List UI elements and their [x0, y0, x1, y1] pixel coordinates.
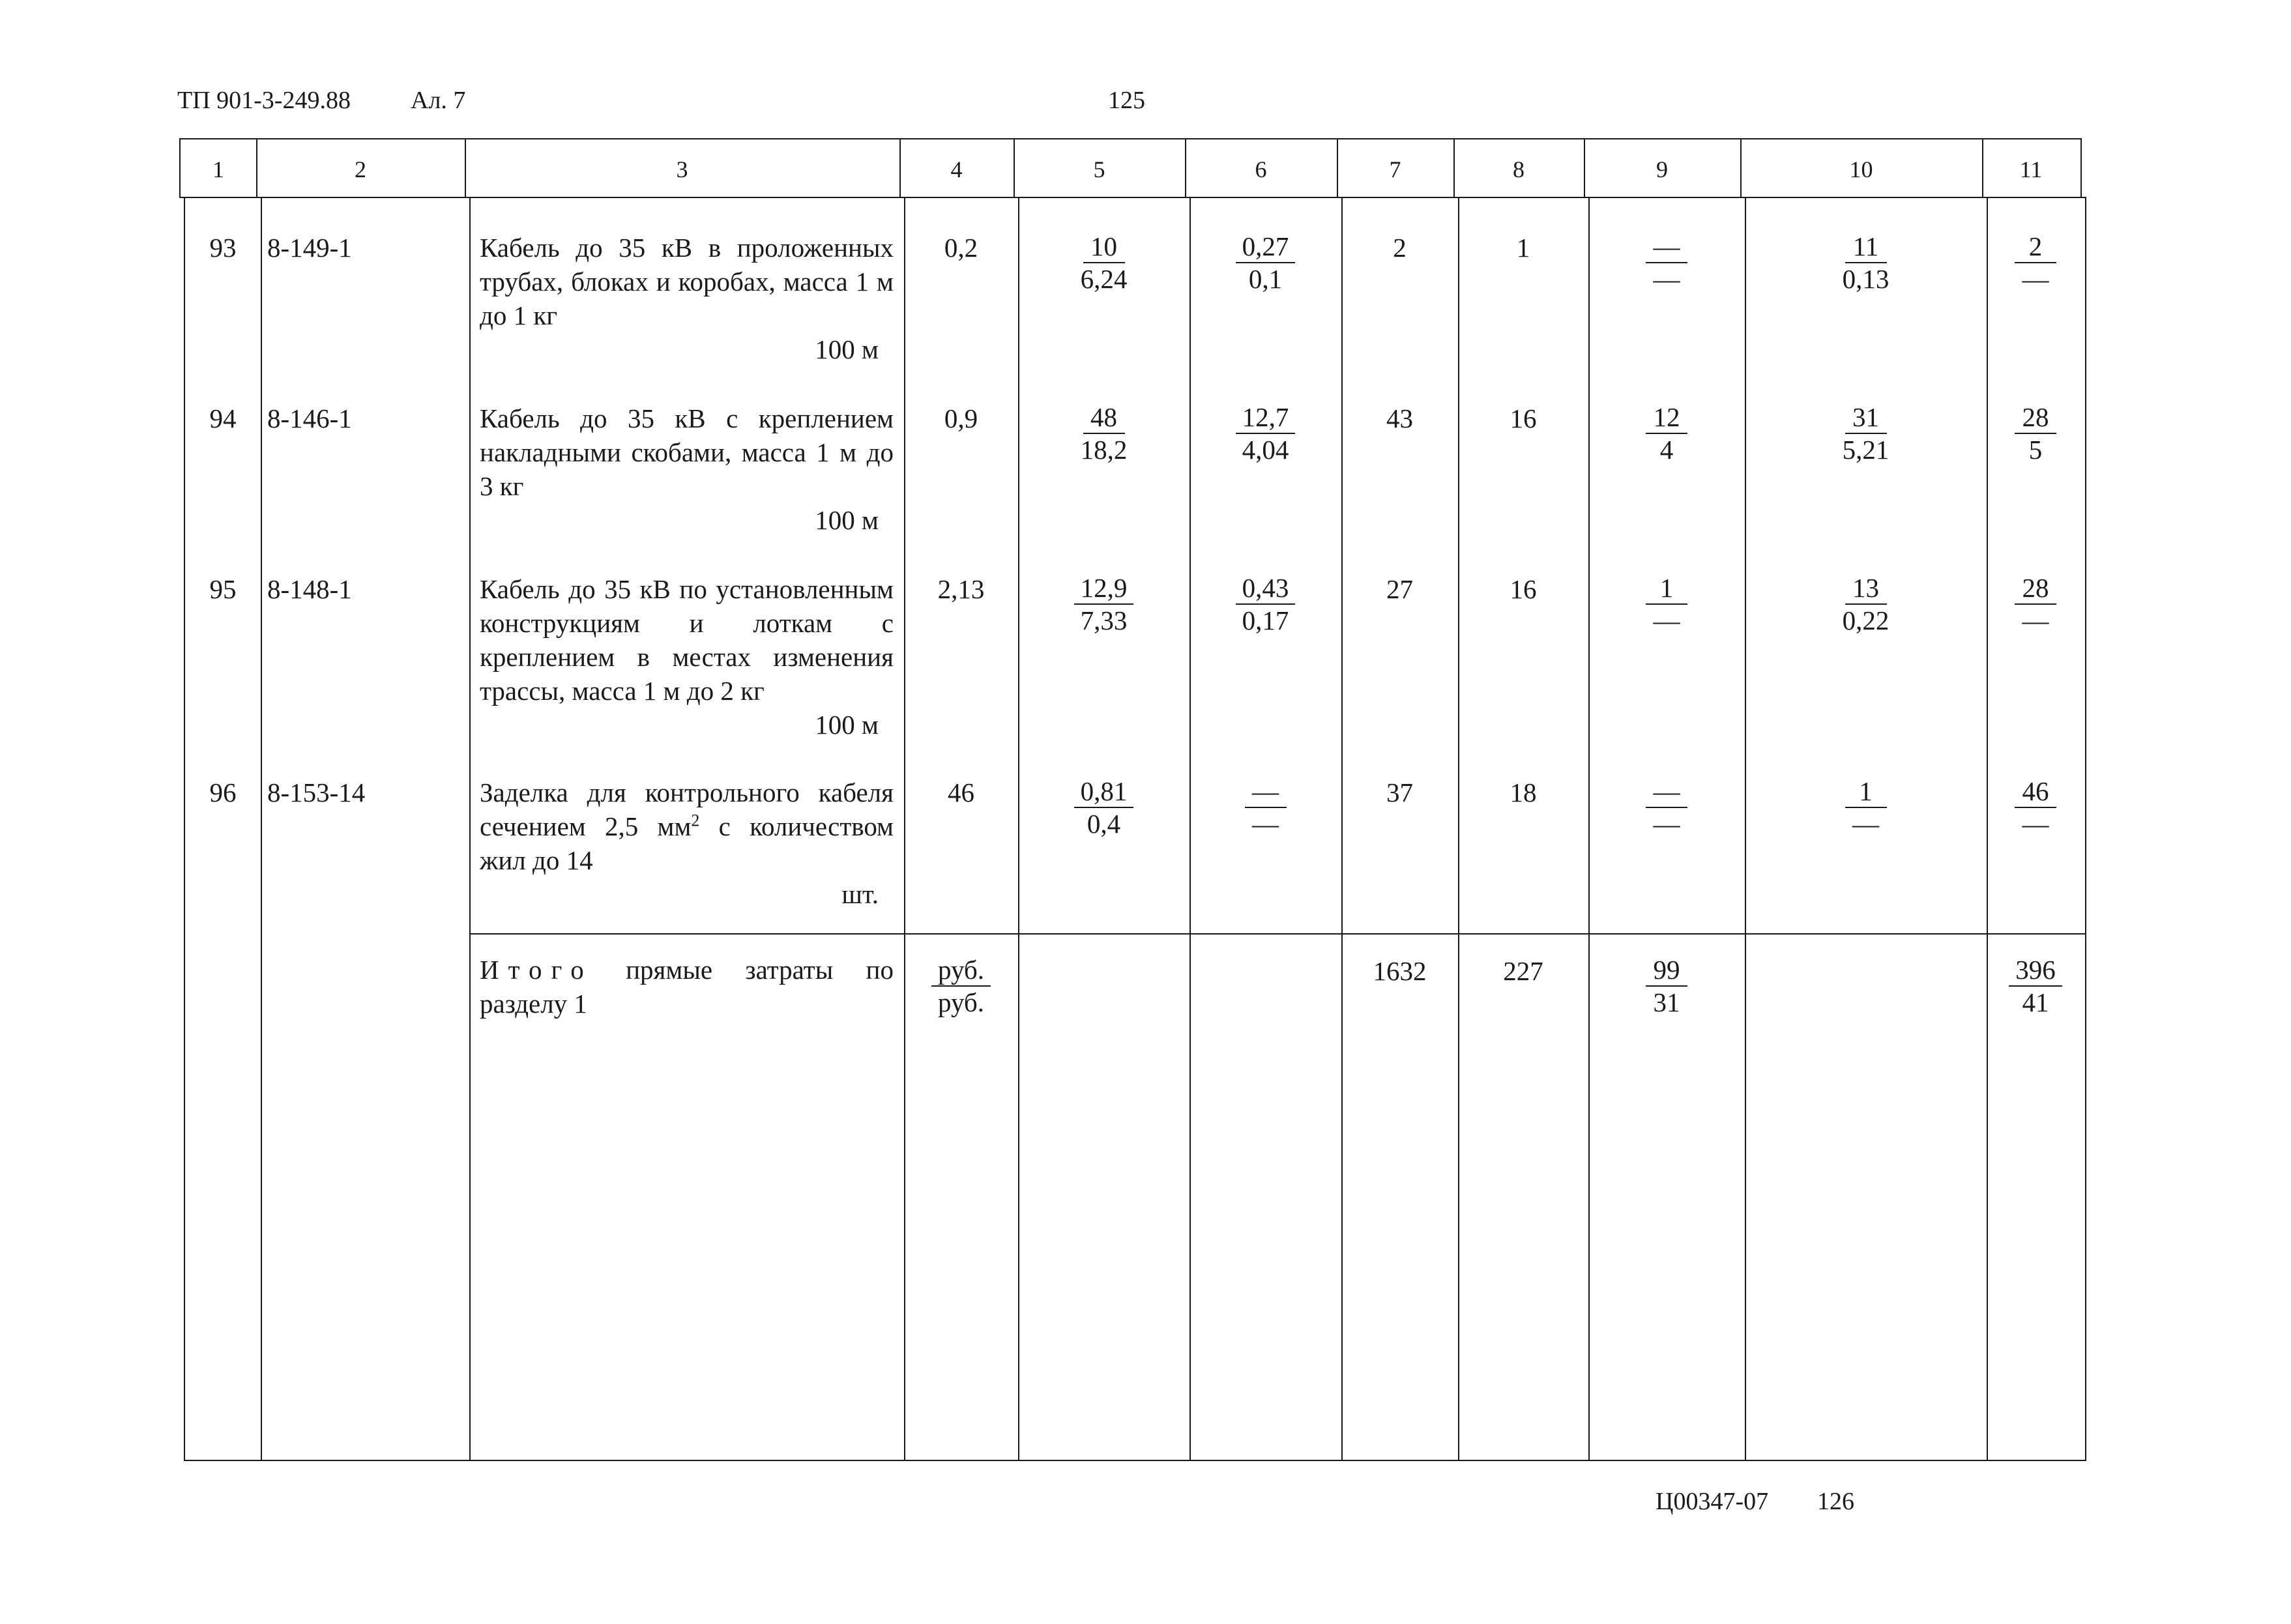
column-number-row [179, 138, 2082, 198]
row-number: 93 [209, 233, 237, 263]
quantity: 46 [948, 777, 974, 807]
quantity: 0,9 [944, 403, 978, 433]
fraction-value [1745, 776, 1987, 839]
column-number: 9 [1656, 156, 1668, 182]
description-text: Заделка для контрольного кабеля сечением 2,5 мм [480, 777, 894, 841]
fraction-value [1987, 954, 2084, 1018]
cell-value: 16 [1510, 574, 1537, 604]
fraction-value [1018, 572, 1189, 636]
fraction-bottom: 6,24 [1080, 264, 1128, 294]
column-number: 6 [1255, 156, 1267, 182]
grid-line [904, 198, 905, 1460]
fraction-top: — [1646, 776, 1687, 808]
row-number: 94 [209, 403, 237, 433]
fraction-top: 28 [2015, 401, 2056, 434]
footer-code: Ц00347-07 [1656, 1488, 1769, 1515]
total-label-rest: прямые затраты по разделу 1 [480, 955, 894, 1019]
fraction-bottom: 41 [2022, 987, 2049, 1017]
rate-code: 8-148-1 [267, 574, 352, 604]
fraction-top: 1 [1646, 572, 1687, 605]
fraction-bottom: — [2022, 264, 2049, 294]
fraction-value [1588, 954, 1745, 1018]
fraction-value [1745, 572, 1987, 636]
fraction-top: 46 [2015, 776, 2056, 808]
superscript: 2 [691, 811, 700, 830]
fraction-value [1745, 401, 1987, 465]
fraction-value [1588, 231, 1745, 295]
fraction-bottom: 0,1 [1248, 264, 1283, 294]
quantity: 2,13 [937, 574, 985, 604]
doc-code: ТП 901-3-249.88 [177, 87, 351, 114]
total-value: 227 [1503, 956, 1543, 986]
grid-line [261, 198, 262, 1460]
fraction-value [1018, 401, 1189, 465]
column-number: 8 [1513, 156, 1525, 182]
fraction-top: 0,43 [1236, 572, 1296, 605]
column-number: 7 [1389, 156, 1401, 182]
rate-code: 8-146-1 [267, 403, 352, 433]
fraction-bottom: 4 [1659, 435, 1674, 465]
fraction-bottom: — [1653, 605, 1680, 635]
fraction-top: 1 [1845, 776, 1887, 808]
column-number: 5 [1093, 156, 1105, 182]
row-number: 95 [209, 574, 237, 604]
fraction-top: 28 [2015, 572, 2056, 605]
fraction-bottom: 0,13 [1842, 264, 1890, 294]
item-unit: шт. [841, 879, 879, 909]
column-number: 1 [212, 156, 224, 182]
row-number: 96 [209, 777, 237, 807]
fraction-value [1588, 401, 1745, 465]
item-unit: 100 м [815, 334, 879, 364]
column-number: 2 [355, 156, 366, 182]
fraction-value [1987, 776, 2084, 839]
fraction-value [1018, 231, 1189, 295]
fraction-value [1189, 401, 1341, 465]
cell-value: 27 [1386, 574, 1413, 604]
fraction-value [1189, 231, 1341, 295]
column-number: 11 [2019, 156, 2043, 182]
fraction-value [1745, 231, 1987, 295]
rate-code: 8-153-14 [267, 777, 366, 807]
fraction-bottom: 4,04 [1242, 435, 1289, 465]
fraction-bottom: 5 [2028, 435, 2043, 465]
fraction-top: 12 [1646, 401, 1687, 434]
fraction-bottom: — [2022, 605, 2049, 635]
fraction-top: 48 [1083, 401, 1125, 434]
fraction-bottom: 0,17 [1242, 605, 1289, 635]
fraction-bottom: 0,4 [1087, 809, 1121, 839]
item-description: Кабель до 35 кВ в проложенных трубах, блоках и коробах, масса 1 м до 1 кг [480, 233, 894, 330]
fraction-top: — [1245, 776, 1287, 808]
fraction-top: 12,9 [1074, 572, 1134, 605]
rate-code: 8-149-1 [267, 233, 352, 263]
total-separator [469, 933, 2085, 935]
item-description: Кабель до 35 кВ по установленным конструкциям и лоткам с креплением в местах изменения трассы, масса 1 м до 2 кг [480, 574, 894, 706]
fraction-value [1189, 776, 1341, 839]
column-number: 10 [1849, 156, 1873, 182]
fraction-top: 31 [1845, 401, 1887, 434]
grid-line [469, 198, 471, 1460]
grid-line [1458, 198, 1459, 1460]
grid-line [1341, 198, 1343, 1460]
fraction-top: — [1646, 231, 1687, 263]
item-description [480, 776, 894, 877]
cell-value: 16 [1510, 403, 1537, 433]
description-text: с количеством жил до 14 [480, 811, 894, 875]
fraction-bottom: — [1252, 809, 1279, 839]
fraction-bottom: — [1653, 264, 1680, 294]
fraction-value [1018, 776, 1189, 839]
total-value: 1632 [1373, 956, 1427, 986]
item-unit: 100 м [815, 505, 879, 535]
fraction-bottom: — [1653, 809, 1680, 839]
fraction-value [1588, 572, 1745, 636]
fraction-value [1987, 572, 2084, 636]
total-label-spaced: Итого [480, 955, 593, 985]
page-number: 125 [1108, 87, 1145, 114]
cell-value: 37 [1386, 777, 1413, 807]
sheet-label: Ал. 7 [411, 87, 466, 114]
fraction-value [1189, 572, 1341, 636]
footer-page-number: 126 [1817, 1488, 1854, 1515]
fraction-bottom: 5,21 [1842, 435, 1890, 465]
fraction-top: 12,7 [1236, 401, 1296, 434]
fraction-bottom: 18,2 [1080, 435, 1128, 465]
quantity: 0,2 [944, 233, 978, 263]
fraction-top: 396 [2009, 954, 2062, 987]
column-number: 4 [950, 156, 963, 182]
fraction-value [1588, 776, 1745, 839]
cell-value: 1 [1516, 233, 1530, 263]
fraction-top: 99 [1646, 954, 1687, 987]
fraction-bottom: руб. [937, 987, 985, 1017]
fraction-top: 2 [2015, 231, 2056, 263]
fraction-top: 0,81 [1074, 776, 1134, 808]
fraction-top: руб. [931, 954, 991, 987]
fraction-bottom: 7,33 [1080, 605, 1128, 635]
column-number: 3 [676, 156, 688, 182]
cell-value: 43 [1386, 403, 1413, 433]
total-unit [904, 954, 1018, 1018]
fraction-top: 11 [1845, 231, 1887, 263]
item-description: Кабель до 35 кВ с креплением накладными скобами, масса 1 м до 3 кг [480, 403, 894, 501]
fraction-top: 0,27 [1236, 231, 1296, 263]
fraction-value [1987, 231, 2084, 295]
fraction-top: 10 [1083, 231, 1125, 263]
cell-value: 18 [1510, 777, 1537, 807]
fraction-bottom: — [2022, 809, 2049, 839]
fraction-value [1987, 401, 2084, 465]
estimate-table [184, 197, 2086, 1461]
cell-value: 2 [1393, 233, 1407, 263]
fraction-bottom: 31 [1653, 987, 1680, 1017]
fraction-bottom: — [1852, 809, 1879, 839]
item-unit: 100 м [815, 710, 879, 740]
total-label [480, 953, 894, 1021]
fraction-top: 13 [1845, 572, 1887, 605]
fraction-bottom: 0,22 [1842, 605, 1890, 635]
